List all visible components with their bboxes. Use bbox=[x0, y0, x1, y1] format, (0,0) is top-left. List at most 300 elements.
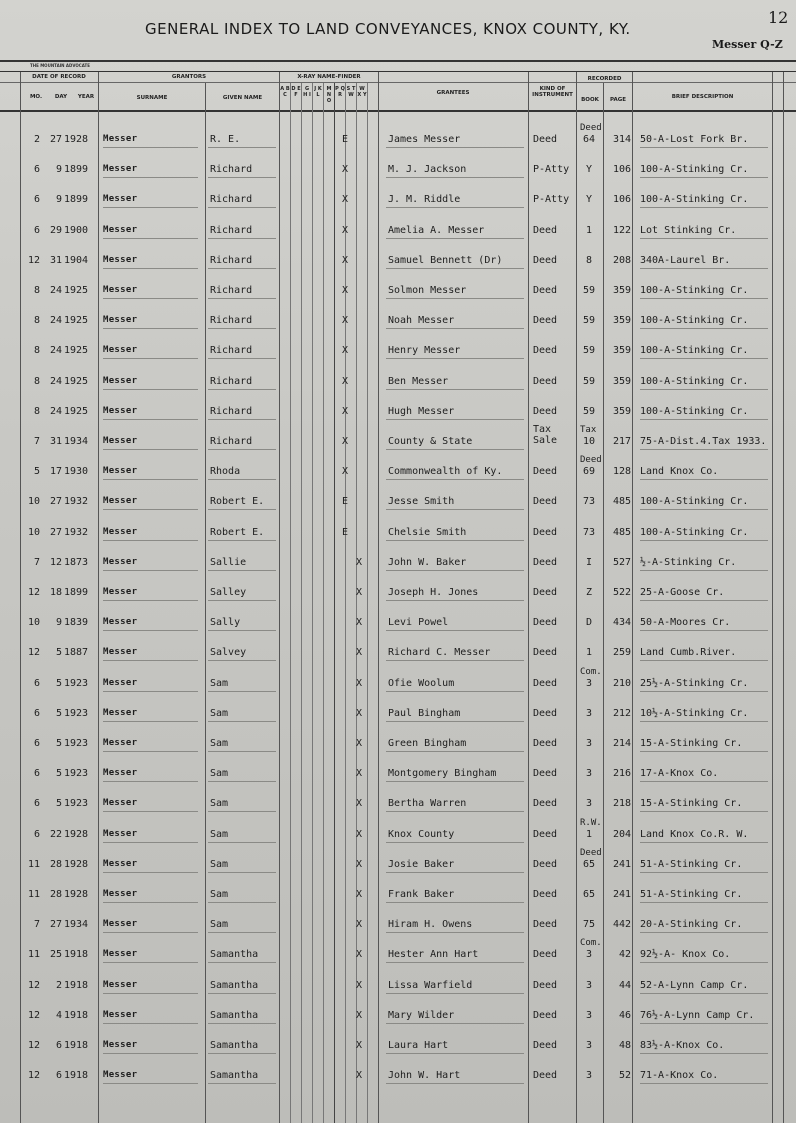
table-row bbox=[0, 305, 796, 335]
brief-description: 100-A-Stinking Cr. bbox=[640, 285, 749, 296]
record-day: 9 bbox=[55, 164, 62, 175]
grantee-name: Mary Wilder bbox=[388, 1010, 455, 1021]
grantee-name: J. M. Riddle bbox=[388, 194, 461, 205]
page-number: 314 bbox=[612, 134, 631, 145]
entry-underline bbox=[386, 358, 524, 359]
hdr-page: PAGE bbox=[609, 97, 627, 103]
entry-underline bbox=[386, 1083, 524, 1084]
instrument-kind: Deed bbox=[533, 285, 558, 296]
page-number: 359 bbox=[612, 315, 631, 326]
page-number: 359 bbox=[612, 345, 631, 356]
brief-description: 17-A-Knox Co. bbox=[640, 768, 719, 779]
grantor-given-name: Sam bbox=[210, 889, 229, 900]
table-row bbox=[0, 668, 796, 698]
brief-description: 100-A-Stinking Cr. bbox=[640, 345, 749, 356]
page-subtitle: Messer Q-Z bbox=[712, 38, 783, 51]
grantee-name: Levi Powel bbox=[388, 617, 449, 628]
record-year: 1925 bbox=[64, 315, 89, 326]
instrument-kind: Deed bbox=[533, 980, 558, 991]
table-row bbox=[0, 577, 796, 607]
record-year: 1934 bbox=[64, 436, 89, 447]
grantor-given-name: Robert E. bbox=[210, 527, 265, 538]
record-month: 5 bbox=[33, 466, 40, 477]
entry-underline bbox=[103, 509, 198, 510]
record-day: 27 bbox=[49, 919, 62, 930]
brief-description: 50-A-Lost Fork Br. bbox=[640, 134, 749, 145]
record-month: 6 bbox=[33, 678, 40, 689]
record-month: 6 bbox=[33, 829, 40, 840]
entry-underline bbox=[103, 479, 198, 480]
entry-underline bbox=[103, 449, 198, 450]
name-finder-mark: X bbox=[355, 1070, 363, 1081]
entry-underline bbox=[103, 600, 198, 601]
page-number: 218 bbox=[612, 798, 631, 809]
name-finder-mark: X bbox=[355, 738, 363, 749]
record-day: 24 bbox=[49, 376, 62, 387]
record-month: 12 bbox=[27, 1040, 40, 1051]
record-year: 1904 bbox=[64, 255, 89, 266]
record-day: 18 bbox=[49, 587, 62, 598]
record-year: 1923 bbox=[64, 678, 89, 689]
entry-underline bbox=[386, 660, 524, 661]
header-rule-2 bbox=[0, 82, 796, 83]
record-day: 31 bbox=[49, 255, 62, 266]
record-month: 2 bbox=[33, 134, 40, 145]
record-day: 27 bbox=[49, 134, 62, 145]
instrument-kind: Deed bbox=[533, 376, 558, 387]
grantee-name: Bertha Warren bbox=[388, 798, 467, 809]
instrument-kind: Deed bbox=[533, 315, 558, 326]
instrument-kind: Deed bbox=[533, 496, 558, 507]
book-number: 3 bbox=[585, 738, 593, 749]
grantee-name: County & State bbox=[388, 436, 473, 447]
table-row bbox=[0, 970, 796, 1000]
entry-underline bbox=[640, 177, 768, 178]
record-year: 1928 bbox=[64, 889, 89, 900]
grantor-surname: Messer bbox=[103, 164, 138, 174]
record-year: 1918 bbox=[64, 949, 89, 960]
recorded-note: R.W. bbox=[580, 818, 602, 828]
book-number: 73 bbox=[582, 527, 596, 538]
entry-underline bbox=[386, 811, 524, 812]
grantor-given-name: Samantha bbox=[210, 1040, 259, 1051]
record-day: 24 bbox=[49, 406, 62, 417]
grantor-surname: Messer bbox=[103, 678, 138, 688]
grantor-surname: Messer bbox=[103, 255, 138, 265]
instrument-kind: Deed bbox=[533, 225, 558, 236]
recorded-note: Com. bbox=[580, 667, 602, 677]
grantee-name: Solmon Messer bbox=[388, 285, 467, 296]
entry-underline bbox=[386, 207, 524, 208]
book-number: 69 bbox=[582, 466, 596, 477]
entry-underline bbox=[640, 449, 768, 450]
entry-underline bbox=[386, 479, 524, 480]
entry-underline bbox=[208, 389, 276, 390]
entry-underline bbox=[208, 449, 276, 450]
entry-underline bbox=[640, 509, 768, 510]
name-finder-mark: X bbox=[355, 798, 363, 809]
record-month: 11 bbox=[27, 949, 40, 960]
entry-underline bbox=[208, 811, 276, 812]
record-month: 10 bbox=[27, 496, 40, 507]
grantor-surname: Messer bbox=[103, 194, 138, 204]
brief-description: 100-A-Stinking Cr. bbox=[640, 496, 749, 507]
record-day: 25 bbox=[49, 949, 62, 960]
brief-description: 100-A-Stinking Cr. bbox=[640, 406, 749, 417]
record-year: 1918 bbox=[64, 980, 89, 991]
record-month: 10 bbox=[27, 527, 40, 538]
entry-underline bbox=[208, 1083, 276, 1084]
entry-underline bbox=[103, 419, 198, 420]
grantee-name: Knox County bbox=[388, 829, 455, 840]
entry-underline bbox=[640, 1083, 768, 1084]
grantor-given-name: Richard bbox=[210, 436, 253, 447]
grantee-name: Frank Baker bbox=[388, 889, 455, 900]
entry-underline bbox=[640, 962, 768, 963]
entry-underline bbox=[208, 570, 276, 571]
grantor-surname: Messer bbox=[103, 647, 138, 657]
grantor-given-name: Sam bbox=[210, 919, 229, 930]
brief-description: 100-A-Stinking Cr. bbox=[640, 315, 749, 326]
entry-underline bbox=[208, 781, 276, 782]
entry-underline bbox=[386, 842, 524, 843]
entry-underline bbox=[386, 751, 524, 752]
page-number: 359 bbox=[612, 406, 631, 417]
record-month: 8 bbox=[33, 345, 40, 356]
record-month: 6 bbox=[33, 225, 40, 236]
grantor-surname: Messer bbox=[103, 949, 138, 959]
brief-description: 51-A-Stinking Cr. bbox=[640, 889, 743, 900]
grantor-surname: Messer bbox=[103, 466, 138, 476]
brief-description: 52-A-Lynn Camp Cr. bbox=[640, 980, 749, 991]
record-day: 28 bbox=[49, 889, 62, 900]
table-row bbox=[0, 396, 796, 426]
entry-underline bbox=[208, 902, 276, 903]
brief-description: 25-A-Goose Cr. bbox=[640, 587, 725, 598]
page-number: 42 bbox=[618, 949, 631, 960]
instrument-kind: Deed bbox=[533, 798, 558, 809]
grantor-given-name: Richard bbox=[210, 315, 253, 326]
book-number: 1 bbox=[585, 647, 593, 658]
grantor-given-name: Sam bbox=[210, 708, 229, 719]
hdr-brief-description: BRIEF DESCRIPTION bbox=[671, 94, 734, 100]
grantor-surname: Messer bbox=[103, 406, 138, 416]
grantor-given-name: Robert E. bbox=[210, 496, 265, 507]
recorded-note: Deed bbox=[580, 123, 602, 133]
entry-underline bbox=[208, 842, 276, 843]
entry-underline bbox=[386, 600, 524, 601]
hdr-given-name: GIVEN NAME bbox=[222, 95, 263, 101]
instrument-kind: Deed bbox=[533, 466, 558, 477]
record-month: 6 bbox=[33, 708, 40, 719]
entry-underline bbox=[208, 751, 276, 752]
brief-description: 71-A-Knox Co. bbox=[640, 1070, 719, 1081]
instrument-kind: Deed bbox=[533, 1040, 558, 1051]
entry-underline bbox=[208, 1023, 276, 1024]
brief-description: 100-A-Stinking Cr. bbox=[640, 376, 749, 387]
entry-underline bbox=[386, 781, 524, 782]
name-finder-mark: X bbox=[355, 587, 363, 598]
grantor-surname: Messer bbox=[103, 1070, 138, 1080]
name-finder-mark: X bbox=[341, 164, 349, 175]
grantor-given-name: Sam bbox=[210, 738, 229, 749]
grantor-given-name: Sam bbox=[210, 829, 229, 840]
record-year: 1928 bbox=[64, 859, 89, 870]
table-row bbox=[0, 184, 796, 214]
grantor-given-name: Richard bbox=[210, 194, 253, 205]
grantor-surname: Messer bbox=[103, 225, 138, 235]
entry-underline bbox=[640, 781, 768, 782]
record-day: 5 bbox=[55, 647, 62, 658]
grantor-surname: Messer bbox=[103, 436, 138, 446]
book-number: 3 bbox=[585, 708, 593, 719]
entry-underline bbox=[386, 298, 524, 299]
brief-description: 100-A-Stinking Cr. bbox=[640, 527, 749, 538]
record-month: 6 bbox=[33, 738, 40, 749]
grantor-surname: Messer bbox=[103, 829, 138, 839]
grantee-name: Richard C. Messer bbox=[388, 647, 491, 658]
brief-description: 83½-A-Knox Co. bbox=[640, 1040, 725, 1051]
table-row bbox=[0, 215, 796, 245]
brief-description: ½-A-Stinking Cr. bbox=[640, 557, 737, 568]
book-number: 59 bbox=[582, 345, 596, 356]
grantee-name: Josie Baker bbox=[388, 859, 455, 870]
grantor-given-name: Sallie bbox=[210, 557, 247, 568]
book-number: 64 bbox=[582, 134, 596, 145]
record-month: 10 bbox=[27, 617, 40, 628]
record-day: 4 bbox=[55, 1010, 62, 1021]
grantee-name: Laura Hart bbox=[388, 1040, 449, 1051]
entry-underline bbox=[208, 419, 276, 420]
hdr-kind: KIND OF INSTRUMENT bbox=[532, 86, 573, 98]
instrument-kind: Deed bbox=[533, 708, 558, 719]
book-number: 3 bbox=[585, 1070, 593, 1081]
table-row bbox=[0, 456, 796, 486]
entry-underline bbox=[640, 721, 768, 722]
grantee-name: Hiram H. Owens bbox=[388, 919, 473, 930]
book-number: 59 bbox=[582, 406, 596, 417]
book-number: 59 bbox=[582, 315, 596, 326]
table-row bbox=[0, 1060, 796, 1090]
name-finder-mark: E bbox=[341, 496, 349, 507]
grantor-surname: Messer bbox=[103, 134, 138, 144]
name-finder-mark: X bbox=[341, 255, 349, 266]
book-number: Y bbox=[585, 164, 593, 175]
entry-underline bbox=[103, 842, 198, 843]
book-number: Y bbox=[585, 194, 593, 205]
record-day: 5 bbox=[55, 708, 62, 719]
record-day: 5 bbox=[55, 738, 62, 749]
recorded-note: Com. bbox=[580, 938, 602, 948]
entry-underline bbox=[208, 600, 276, 601]
table-row bbox=[0, 124, 796, 154]
hdr-grantors: GRANTORS bbox=[171, 74, 207, 80]
entry-underline bbox=[386, 993, 524, 994]
record-month: 8 bbox=[33, 376, 40, 387]
entry-underline bbox=[208, 932, 276, 933]
name-finder-mark: X bbox=[341, 285, 349, 296]
entry-underline bbox=[386, 449, 524, 450]
instrument-kind: Deed bbox=[533, 527, 558, 538]
entry-underline bbox=[640, 238, 768, 239]
brief-description: 20-A-Stinking Cr. bbox=[640, 919, 743, 930]
book-number: 65 bbox=[582, 859, 596, 870]
grantor-given-name: Samantha bbox=[210, 980, 259, 991]
hdr-book: BOOK bbox=[581, 97, 599, 103]
table-row bbox=[0, 245, 796, 275]
record-month: 12 bbox=[27, 1010, 40, 1021]
record-day: 29 bbox=[49, 225, 62, 236]
book-number: D bbox=[585, 617, 593, 628]
name-finder-mark: X bbox=[355, 859, 363, 870]
entry-underline bbox=[386, 1023, 524, 1024]
entry-underline bbox=[103, 147, 198, 148]
page-number: 485 bbox=[612, 496, 631, 507]
table-row bbox=[0, 788, 796, 818]
entry-underline bbox=[103, 389, 198, 390]
hdr-recorded: RECORDED bbox=[587, 76, 622, 82]
page-number: 214 bbox=[612, 738, 631, 749]
page-number: 359 bbox=[612, 376, 631, 387]
grantor-surname: Messer bbox=[103, 980, 138, 990]
top-rule bbox=[0, 60, 796, 62]
table-row bbox=[0, 607, 796, 637]
hdr-finder-col: P Q R bbox=[335, 86, 345, 98]
record-day: 22 bbox=[49, 829, 62, 840]
record-year: 1839 bbox=[64, 617, 89, 628]
name-finder-mark: X bbox=[355, 980, 363, 991]
table-row bbox=[0, 426, 796, 456]
record-month: 8 bbox=[33, 315, 40, 326]
entry-underline bbox=[103, 540, 198, 541]
name-finder-mark: X bbox=[355, 829, 363, 840]
grantee-name: Montgomery Bingham bbox=[388, 768, 497, 779]
record-year: 1923 bbox=[64, 768, 89, 779]
brief-description: 100-A-Stinking Cr. bbox=[640, 194, 749, 205]
entry-underline bbox=[103, 932, 198, 933]
entry-underline bbox=[103, 721, 198, 722]
page-number: 48 bbox=[618, 1040, 631, 1051]
entry-underline bbox=[386, 389, 524, 390]
instrument-kind: Deed bbox=[533, 134, 558, 145]
book-number: 3 bbox=[585, 768, 593, 779]
grantor-given-name: Rhoda bbox=[210, 466, 241, 477]
table-row bbox=[0, 335, 796, 365]
book-number: 3 bbox=[585, 798, 593, 809]
page-number: 52 bbox=[618, 1070, 631, 1081]
record-year: 1923 bbox=[64, 738, 89, 749]
grantee-name: John W. Baker bbox=[388, 557, 467, 568]
name-finder-mark: X bbox=[341, 406, 349, 417]
entry-underline bbox=[208, 691, 276, 692]
instrument-kind: Deed bbox=[533, 406, 558, 417]
entry-underline bbox=[386, 1053, 524, 1054]
record-month: 7 bbox=[33, 436, 40, 447]
grantor-surname: Messer bbox=[103, 1040, 138, 1050]
grantor-given-name: Sam bbox=[210, 678, 229, 689]
entry-underline bbox=[640, 540, 768, 541]
brief-description: Land Knox Co. bbox=[640, 466, 719, 477]
entry-underline bbox=[208, 509, 276, 510]
page-number: 12 bbox=[768, 8, 789, 27]
book-number: 73 bbox=[582, 496, 596, 507]
entry-underline bbox=[208, 238, 276, 239]
grantee-name: Paul Bingham bbox=[388, 708, 461, 719]
table-row bbox=[0, 366, 796, 396]
book-number: I bbox=[585, 557, 593, 568]
name-finder-mark: E bbox=[341, 527, 349, 538]
entry-underline bbox=[208, 268, 276, 269]
grantee-name: Hugh Messer bbox=[388, 406, 455, 417]
entry-underline bbox=[208, 630, 276, 631]
name-finder-mark: X bbox=[355, 919, 363, 930]
table-row bbox=[0, 698, 796, 728]
table-row bbox=[0, 879, 796, 909]
entry-underline bbox=[103, 630, 198, 631]
instrument-kind: Deed bbox=[533, 647, 558, 658]
entry-underline bbox=[386, 962, 524, 963]
entry-underline bbox=[386, 177, 524, 178]
record-year: 1930 bbox=[64, 466, 89, 477]
record-year: 1873 bbox=[64, 557, 89, 568]
entry-underline bbox=[640, 570, 768, 571]
entry-underline bbox=[640, 660, 768, 661]
entry-underline bbox=[640, 419, 768, 420]
grantee-name: Hester Ann Hart bbox=[388, 949, 479, 960]
record-day: 12 bbox=[49, 557, 62, 568]
recorded-note: Deed bbox=[580, 848, 602, 858]
record-year: 1887 bbox=[64, 647, 89, 658]
grantor-given-name: Sam bbox=[210, 859, 229, 870]
entry-underline bbox=[640, 811, 768, 812]
record-month: 12 bbox=[27, 587, 40, 598]
grantor-surname: Messer bbox=[103, 285, 138, 295]
book-number: 65 bbox=[582, 889, 596, 900]
entry-underline bbox=[640, 147, 768, 148]
page-number: 106 bbox=[612, 164, 631, 175]
grantor-surname: Messer bbox=[103, 557, 138, 567]
name-finder-mark: X bbox=[341, 345, 349, 356]
name-finder-mark: X bbox=[341, 225, 349, 236]
instrument-kind: Deed bbox=[533, 889, 558, 900]
instrument-kind: Deed bbox=[533, 678, 558, 689]
grantor-surname: Messer bbox=[103, 617, 138, 627]
hdr-year: YEAR bbox=[77, 94, 95, 100]
record-year: 1925 bbox=[64, 345, 89, 356]
table-row bbox=[0, 728, 796, 758]
record-month: 6 bbox=[33, 164, 40, 175]
book-number: Z bbox=[585, 587, 593, 598]
record-month: 8 bbox=[33, 285, 40, 296]
book-number: 3 bbox=[585, 678, 593, 689]
entry-underline bbox=[386, 570, 524, 571]
entry-underline bbox=[208, 358, 276, 359]
page-number: 46 bbox=[618, 1010, 631, 1021]
entry-underline bbox=[386, 419, 524, 420]
grantor-surname: Messer bbox=[103, 527, 138, 537]
record-year: 1923 bbox=[64, 798, 89, 809]
page-number: 241 bbox=[612, 859, 631, 870]
page-number: 204 bbox=[612, 829, 631, 840]
record-year: 1928 bbox=[64, 134, 89, 145]
instrument-kind: Deed bbox=[533, 768, 558, 779]
entry-underline bbox=[386, 932, 524, 933]
grantor-given-name: Richard bbox=[210, 225, 253, 236]
record-year: 1899 bbox=[64, 164, 89, 175]
record-month: 12 bbox=[27, 647, 40, 658]
entry-underline bbox=[103, 268, 198, 269]
entry-underline bbox=[640, 207, 768, 208]
